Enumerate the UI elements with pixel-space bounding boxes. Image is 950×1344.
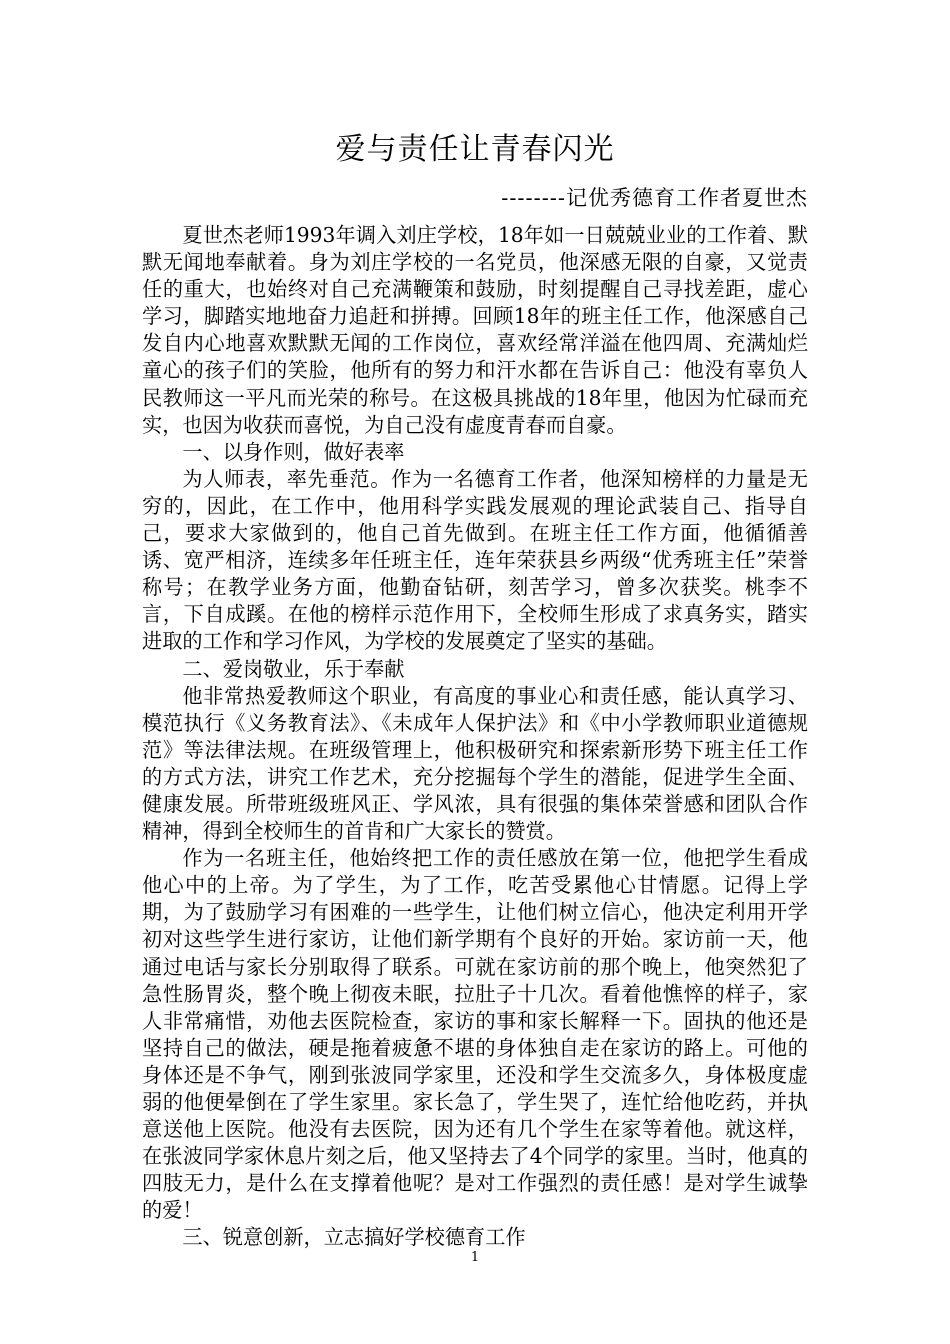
document-title: 爱与责任让青春闪光	[335, 132, 615, 167]
paragraph-intro: 夏世杰老师1993年调入刘庄学校，18年如一日兢兢业业的工作着、默默无闻地奉献着。身为刘庄学校的一名党员，他深感无限的自豪，又觉责任的重大，也始终对自己充满鞭策和鼓励，时刻提醒自己寻找差距，虚心学习，脚踏实地地奋力追赶和拼搏。回顾18年的班主任工作，他深感自己发自内心地喜欢默默无闻的工作岗位，喜欢经常洋溢在他四周、充满灿烂童心的孩子们的笑脸，他所有的努力和汗水都在告诉自己：他没有辜负人民教师这一平凡而光荣的称号。在这极具挑战的18年里，他因为忙碌而充实，也因为收获而喜悦，为自己没有虚度青春而自豪。	[142, 223, 808, 437]
paragraph-section-2b: 作为一名班主任，他始终把工作的责任感放在第一位，他把学生看成他心中的上帝。为了学生，为了工作，吃苦受累他心甘情愿。记得上学期，为了鼓励学习有困难的一些学生，让他们树立信心，他决定利用开学初对这些学生进行家访，让他们新学期有个良好的开始。家访前一天，他通过电话与家长分别取得了联系。可就在家访前的那个晚上，他突然犯了急性肠胃炎，整个晚上彻夜未眠，拉肚子十几次。看着他憔悴的样子，家人非常痛惜，劝他去医院检查，家访的事和家长解释一下。固执的他还是坚持自己的做法，硬是拖着疲惫不堪的身体独自走在家访的路上。可他的身体还是不争气，刚到张波同学家里，还没和学生交流多久，身体极度虚弱的他便晕倒在了学生家里。家长急了，学生哭了，连忙给他吃药，并执意送他上医院。他没有去医院，因为还有几个学生在家等着他。就这样，在张波同学家休息片刻之后，他又坚持去了4个同学的家里。当时，他真的四肢无力，是什么在支撑着他呢？是对工作强烈的责任感！是对学生诚挚的爱！	[142, 846, 808, 1223]
page-number: 1	[470, 1250, 480, 1265]
document-subtitle: --------记优秀德育工作者夏世杰	[501, 186, 808, 210]
paragraph-section-2a: 他非常热爱教师这个职业，有高度的事业心和责任感，能认真学习、模范执行《义务教育法》、《未成年人保护法》和《中小学教师职业道德规范》等法律法规。在班级管理上，他积极研究和探索新形势下班主任工作的方式方法，讲究工作艺术，充分挖掘每个学生的潜能，促进学生全面、健康发展。所带班级班风正、学风浓，具有很强的集体荣誉感和团队合作精神，得到全校师生的首肯和广大家长的赞赏。	[142, 683, 808, 844]
section-heading-1: 一、以身作则，做好表率	[182, 439, 405, 464]
section-heading-3: 三、锐意创新，立志搞好学校德育工作	[182, 1225, 526, 1250]
document-body	[142, 222, 808, 1252]
paragraph-section-1: 为人师表，率先垂范。作为一名德育工作者，他深知榜样的力量是无穷的，因此，在工作中，他用科学实践发展观的理论武装自己、指导自己，要求大家做到的，他自己首先做到。在班主任工作方面，他循循善诱、宽严相济，连续多年任班主任，连年荣获县乡两级“优秀班主任”荣誉称号；在教学业务方面，他勤奋钻研，刻苦学习，曾多次获奖。桃李不言，下自成蹊。在他的榜样示范作用下，全校师生形成了求真务实，踏实进取的工作和学习作风，为学校的发展奠定了坚实的基础。	[142, 466, 808, 654]
section-heading-2: 二、爱岗敬业，乐于奉献	[182, 656, 405, 681]
